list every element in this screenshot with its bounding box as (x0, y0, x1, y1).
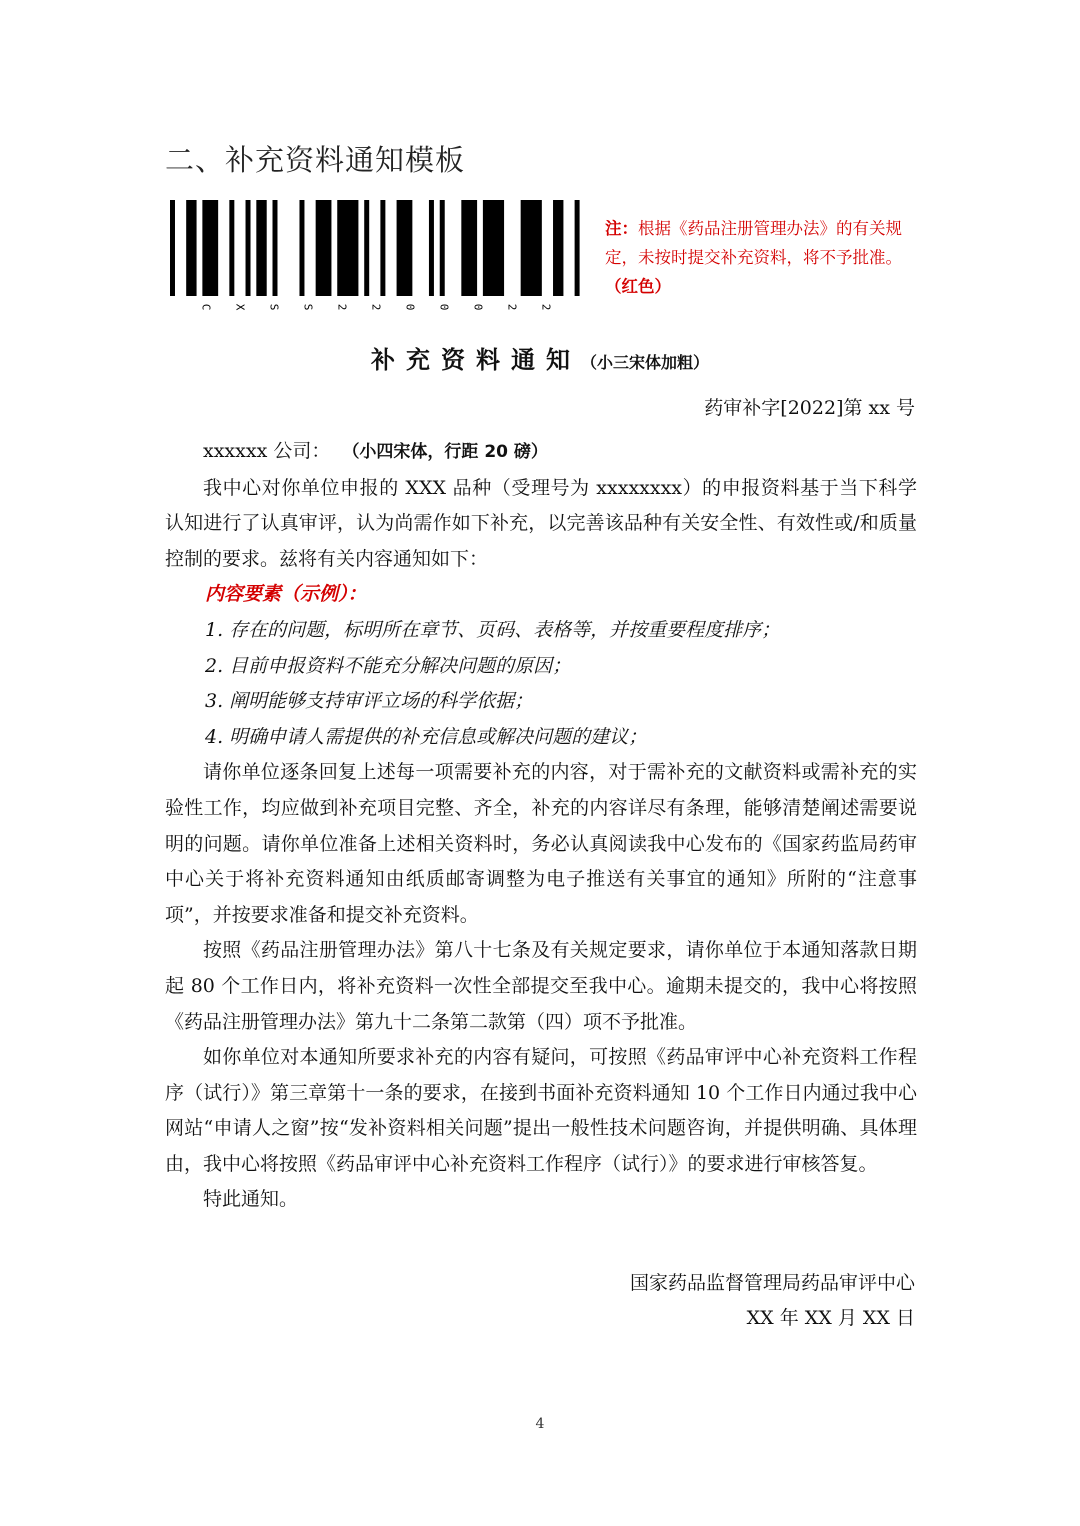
barcode-bar (246, 200, 251, 296)
document-number: 药审补字[2022]第 xx 号 (704, 397, 915, 419)
barcode-char: S (301, 303, 315, 311)
barcode-bar (186, 200, 196, 296)
barcode-char: 2 (539, 303, 553, 311)
barcode-char: 0 (471, 303, 485, 311)
barcode-bar (316, 200, 332, 296)
signature-date: XX 年 XX 月 XX 日 (746, 1307, 915, 1329)
content-heading: 内容要素（示例）： (205, 583, 367, 606)
barcode-bar (337, 200, 358, 296)
list-item: 2. 目前申报资料不能充分解决问题的原因； (205, 654, 572, 677)
barcode-char: 2 (505, 303, 519, 311)
barcode-bar (229, 200, 234, 296)
barcode-bar (273, 200, 278, 296)
title-main: 补充资料通知 (370, 346, 581, 374)
section-heading: 二、补充资料通知模板 (165, 143, 466, 177)
signature-org: 国家药品监督管理局药品审评中心 (629, 1272, 915, 1294)
document-body (165, 434, 917, 1218)
list-item: 3. 阐明能够支持审评立场的科学依据； (205, 690, 534, 713)
barcode-char: S (267, 303, 281, 311)
title-hint: （小三宋体加粗） (580, 353, 709, 372)
barcode-bar (380, 200, 385, 296)
barcode-bars (170, 200, 580, 296)
salutation-company: xxxxxx 公司： (203, 440, 331, 462)
page-number: 4 (535, 1416, 545, 1432)
signature-block (630, 1266, 915, 1336)
closing: 特此通知。 (203, 1188, 299, 1211)
salutation-hint: （小四宋体，行距 20 磅） (342, 442, 548, 462)
barcode-bar (575, 200, 580, 296)
paragraph-reply: 请你单位逐条回复上述每一项需要补充的内容，对于需补充的文献资料或需补充的实验性工作，均应做到补充项目完整、齐全，补充的内容详尽有条理，能够清楚阐述需要说明的问题。请你单位准备上述相关资料时，务必认真阅读我中心发布的《国家药监局药审中心关于将补充资料通知由纸质邮寄调整为电子推送有关事宜的通知》所附的“注意事项”，并按要求准备和提交补充资料。 (165, 761, 917, 926)
list-item: 4. 明确申请人需提供的补充信息或解决问题的建议； (205, 725, 648, 748)
barcode-char: 2 (369, 303, 383, 311)
barcode-bar (553, 200, 563, 296)
note-text: 根据《药品注册管理办法》的有关规定，未按时提交补充资料，将不予批准。 (605, 219, 902, 267)
barcode-char: X (233, 303, 247, 311)
barcode-bar (170, 200, 175, 296)
document-title (0, 340, 1080, 375)
red-note (605, 214, 905, 301)
barcode-bar (429, 200, 434, 296)
barcode-bar (461, 200, 477, 296)
barcode-char: 2 (335, 303, 349, 311)
note-suffix: （红色） (605, 277, 671, 296)
barcode-bar (521, 200, 542, 296)
paragraph-deadline: 按照《药品注册管理办法》第八十七条及有关规定要求，请你单位于本通知落款日期起 80 个工作日内，将补充资料一次性全部提交至我中心。逾期未提交的，我中心将按照《药品注册管理办法》第九十二条第二款第（四）项不予批准。 (165, 939, 917, 1033)
barcode-char: 0 (437, 303, 451, 311)
barcode (170, 200, 580, 320)
barcode-bar (397, 200, 413, 296)
barcode-bar (483, 200, 504, 296)
list-item: 1. 存在的问题，标明所在章节、页码、表格等，并按重要程度排序； (205, 618, 781, 641)
barcode-bar (202, 200, 218, 296)
barcode-bar (299, 200, 304, 296)
barcode-bar (364, 200, 369, 296)
salutation (165, 434, 917, 471)
barcode-text (170, 298, 580, 316)
barcode-bar (440, 200, 445, 296)
barcode-char: 0 (403, 303, 417, 311)
barcode-bar (256, 200, 266, 296)
paragraph-inquiry: 如你单位对本通知所要求补充的内容有疑问，可按照《药品审评中心补充资料工作程序（试行）》第三章第十一条的要求，在接到书面补充资料通知 10 个工作日内通过我中心网站“申请人之窗”按“发补资料相关问题”提出一般性技术问题咨询，并提供明确、具体理由，我中心将按照《药品审评中心补充资料工作程序（试行）》的要求进行审核答复。 (165, 1046, 917, 1175)
barcode-char: C (199, 303, 213, 311)
paragraph-intro: 我中心对你单位申报的 XXX 品种（受理号为 xxxxxxxx）的申报资料基于当下科学认知进行了认真审评，认为尚需作如下补充，以完善该品种有关安全性、有效性或/和质量控制的要求。兹将有关内容通知如下： (165, 476, 917, 570)
note-prefix: 注： (605, 219, 638, 238)
